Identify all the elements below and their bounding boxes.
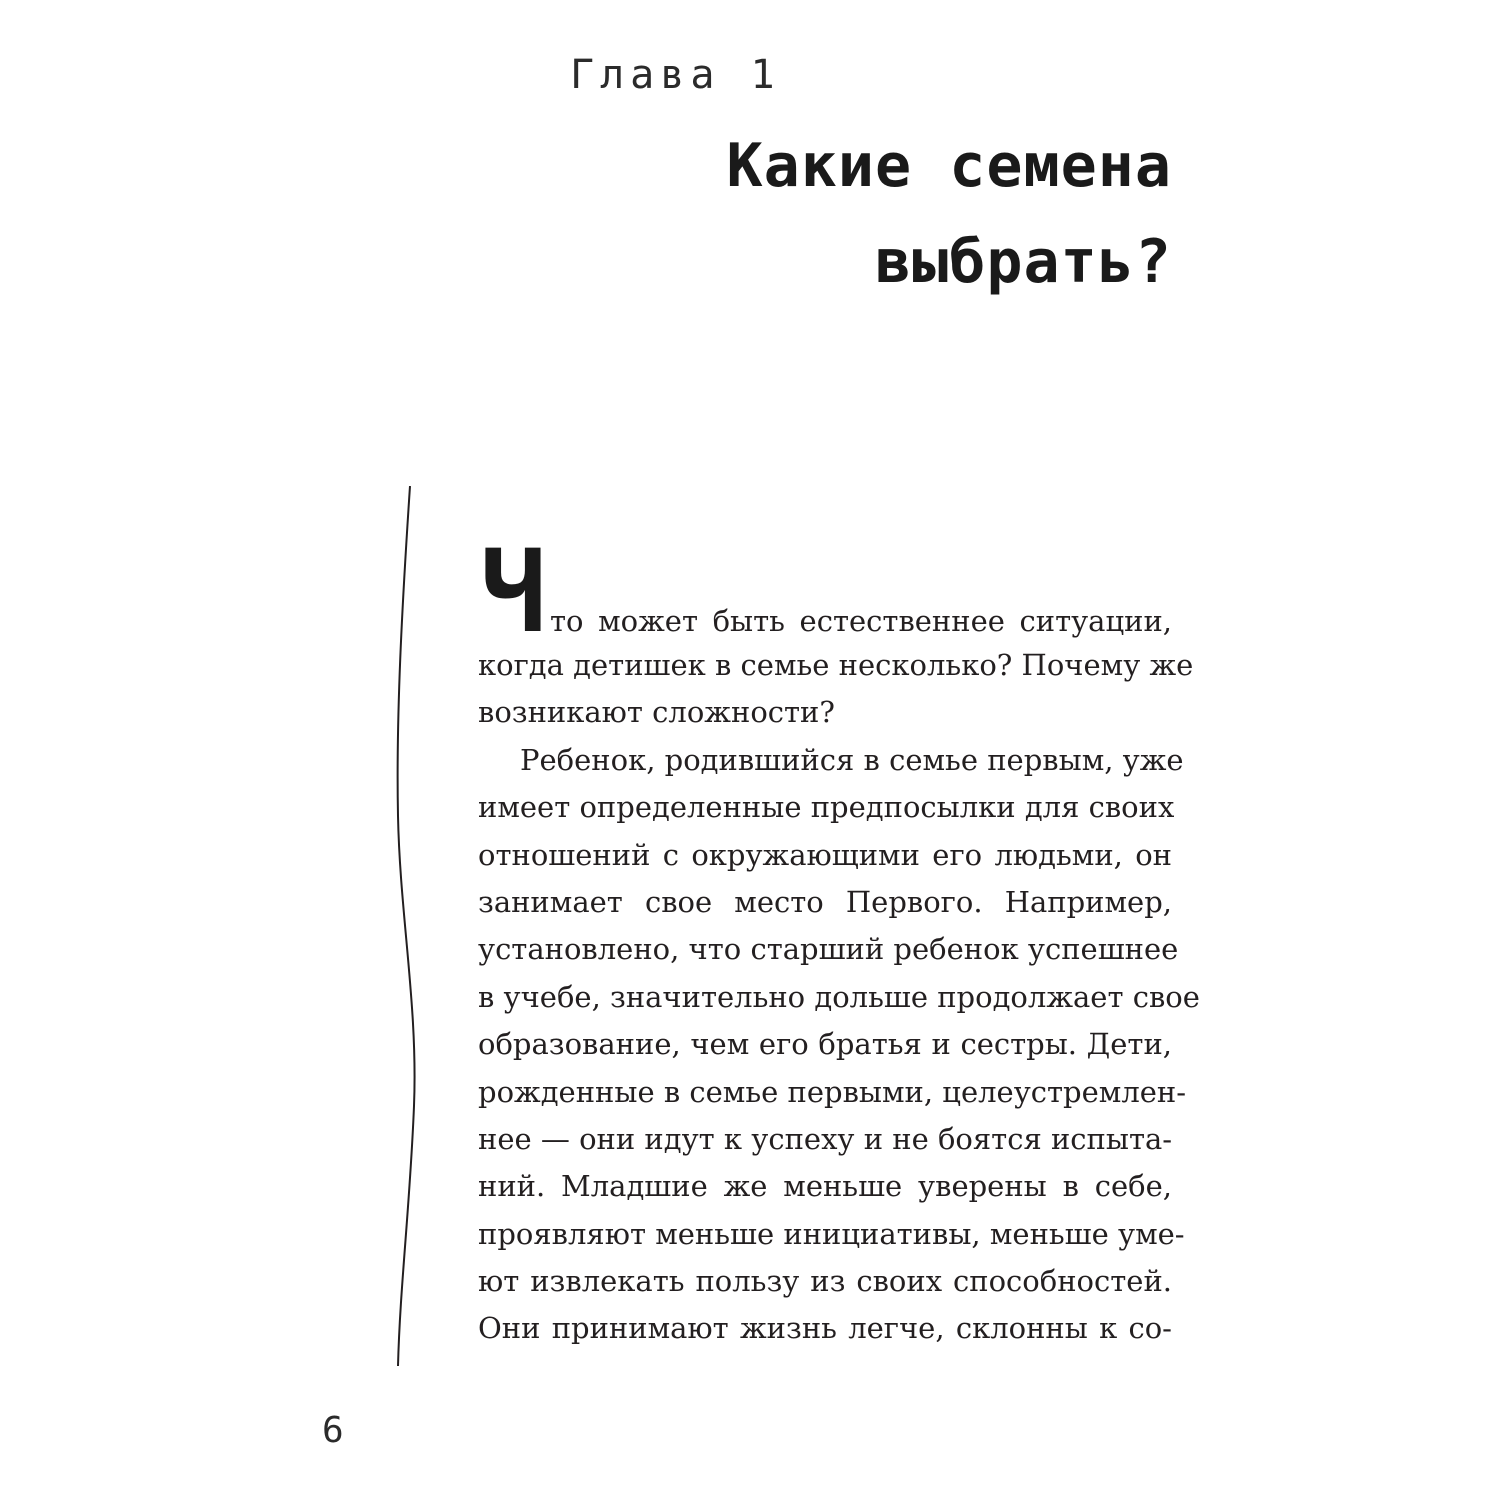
text-line: образование, чем его братья и сестры. Дети,: [478, 1027, 1172, 1062]
text-line: ют извлекать пользу из своих способностей.: [478, 1264, 1172, 1299]
chapter-title: [572, 118, 1172, 310]
text-line: установлено, что старший ребенок успешнее: [478, 932, 1179, 967]
text-line: нее — они идут к успеху и не боятся испыта-: [478, 1121, 1173, 1156]
chapter-title-line-2: выбрать?: [875, 227, 1172, 297]
text-line: отношений с окружающими его людьми, он: [478, 837, 1172, 872]
drop-cap: Ч: [480, 529, 547, 657]
text-line: когда детишек в семье несколько? Почему же: [478, 648, 1194, 682]
text-line: возникают сложности?: [478, 695, 835, 730]
body-text: [478, 529, 1200, 1353]
decorative-margin-line: [388, 486, 428, 1366]
text-line: Ребенок, родившийся в семье первым, уже: [520, 742, 1184, 777]
text-line: рожденные в семье первыми, целеустремлен-: [478, 1074, 1187, 1109]
text-line: Они принимают жизнь легче, склонны к со-: [478, 1311, 1172, 1346]
first-paragraph-start: [478, 529, 1172, 657]
chapter-title-line-1: Какие семена: [726, 131, 1172, 201]
text-line: имеет определенные предпосылки для своих: [478, 790, 1175, 825]
chapter-label: Глава 1: [570, 52, 781, 98]
text-line: ний. Младшие же меньше уверены в себе,: [478, 1169, 1172, 1204]
page-number: 6: [322, 1410, 344, 1451]
text-line: занимает свое место Первого. Например,: [478, 884, 1172, 919]
text-line: в учебе, значительно дольше продолжает свое: [478, 979, 1200, 1014]
text-line: проявляют меньше инициативы, меньше уме-: [478, 1216, 1185, 1251]
text-line: то может быть естественнее ситуации,: [550, 604, 1172, 638]
